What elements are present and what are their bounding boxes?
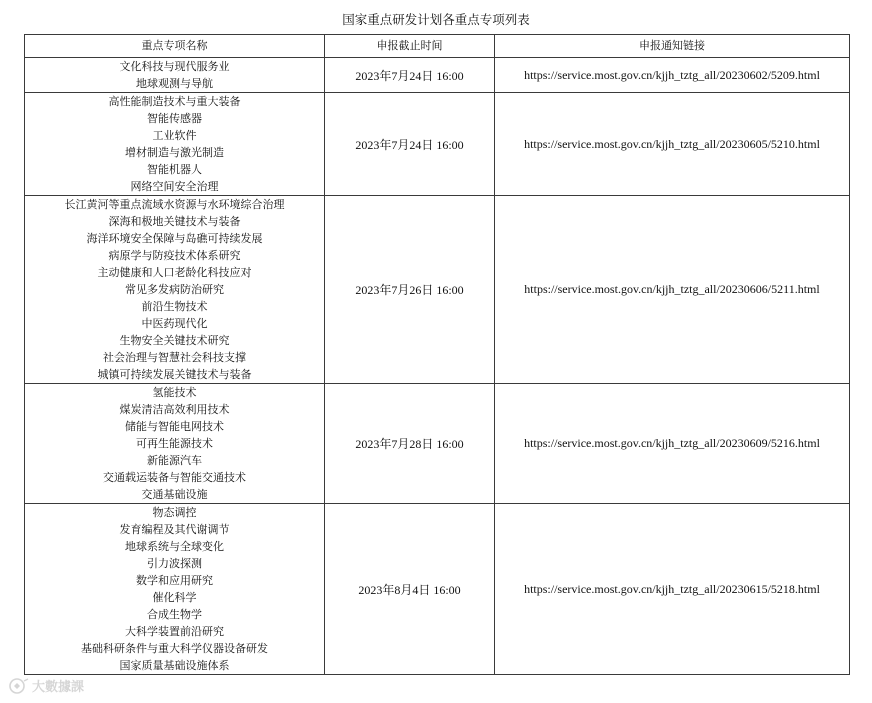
table-row: [25, 58, 850, 93]
project-names-cell: [25, 384, 325, 504]
project-names-cell: [25, 196, 325, 384]
project-name: 增材制造与激光制造: [125, 146, 224, 159]
project-name: 海洋环境安全保障与岛礁可持续发展: [86, 232, 263, 245]
table-row: [25, 384, 850, 504]
project-name: 新能源汽车: [147, 454, 202, 467]
project-name: 社会治理与智慧社会科技支撑: [103, 351, 246, 364]
project-name: 地球系统与全球变化: [125, 540, 224, 553]
watermark: [8, 676, 94, 696]
project-name: 深海和极地关键技术与装备: [108, 215, 241, 228]
project-name: 生物安全关键技术研究: [119, 334, 230, 347]
deadline-cell: 2023年7月26日 16:00: [325, 196, 495, 384]
project-name: 智能传感器: [147, 112, 202, 125]
project-name: 国家质量基础设施体系: [119, 659, 230, 672]
project-name: 引力波探测: [147, 557, 202, 570]
project-name: 储能与智能电网技术: [125, 420, 224, 433]
deadline-cell: 2023年7月24日 16:00: [325, 93, 495, 196]
notice-link-cell: [495, 93, 850, 196]
project-name: 长江黄河等重点流域水资源与水环境综合治理: [64, 198, 285, 211]
project-name: 智能机器人: [147, 163, 202, 176]
project-name: 前沿生物技术: [141, 300, 208, 313]
notice-link-cell: [495, 196, 850, 384]
project-name: 催化科学: [152, 591, 197, 604]
header-project-name: 重点专项名称: [25, 35, 325, 58]
deadline-cell: 2023年8月4日 16:00: [325, 504, 495, 675]
svg-text:大數據課: 大數據課: [32, 680, 85, 695]
project-name: 物态调控: [152, 506, 197, 519]
watermark-text-graphic: [30, 677, 94, 695]
project-name: 城镇可持续发展关键技术与装备: [97, 368, 252, 381]
project-name: 交通基础设施: [141, 488, 208, 501]
project-name: 病原学与防疫技术体系研究: [108, 249, 241, 262]
project-name: 常见多发病防治研究: [125, 283, 224, 296]
notice-link[interactable]: https://service.most.gov.cn/kjjh_tztg_all/20230606/5211.html: [524, 282, 820, 296]
header-deadline: 申报截止时间: [325, 35, 495, 58]
project-name: 大科学装置前沿研究: [125, 625, 224, 638]
notice-link[interactable]: https://service.most.gov.cn/kjjh_tztg_all/20230615/5218.html: [524, 581, 820, 596]
project-name: 网络空间安全治理: [130, 180, 219, 193]
project-name: 交通载运装备与智能交通技术: [103, 471, 246, 484]
project-names-cell: [25, 58, 325, 93]
header-notice-link: 申报通知链接: [495, 35, 850, 58]
notice-link-cell: [495, 58, 850, 93]
document-title: 国家重点研发计划各重点专项列表: [342, 12, 530, 27]
project-table: [24, 34, 850, 675]
table-row: [25, 93, 850, 196]
project-name: 可再生能源技术: [136, 437, 213, 450]
project-name: 中医药现代化: [141, 317, 208, 330]
project-name: 合成生物学: [147, 608, 202, 621]
project-name: 数学和应用研究: [136, 574, 213, 587]
watermark-logo-icon: [8, 677, 30, 695]
notice-link[interactable]: https://service.most.gov.cn/kjjh_tztg_all/20230609/5216.html: [524, 436, 820, 450]
project-name: 基础科研条件与重大科学仪器设备研发: [81, 642, 268, 655]
table-header-row: [25, 35, 850, 58]
project-names-cell: [25, 504, 325, 675]
notice-link[interactable]: https://service.most.gov.cn/kjjh_tztg_all/20230602/5209.html: [524, 67, 820, 82]
project-name: 地球观测与导航: [136, 77, 213, 90]
project-name: 煤炭清洁高效利用技术: [119, 403, 230, 416]
table-row: [25, 196, 850, 384]
project-name: 高性能制造技术与重大装备: [108, 95, 241, 108]
notice-link-cell: [495, 384, 850, 504]
project-name: 氢能技术: [152, 386, 197, 399]
project-name: 工业软件: [152, 129, 197, 142]
table-body: [25, 58, 850, 675]
project-name: 主动健康和人口老龄化科技应对: [97, 266, 252, 279]
project-name: 文化科技与现代服务业: [119, 60, 230, 73]
notice-link-cell: [495, 504, 850, 675]
deadline-cell: 2023年7月28日 16:00: [325, 384, 495, 504]
project-name: 发育编程及其代谢调节: [119, 523, 230, 536]
table-row: [25, 504, 850, 675]
notice-link[interactable]: https://service.most.gov.cn/kjjh_tztg_all/20230605/5210.html: [524, 136, 820, 151]
deadline-cell: 2023年7月24日 16:00: [325, 58, 495, 93]
project-names-cell: [25, 93, 325, 196]
